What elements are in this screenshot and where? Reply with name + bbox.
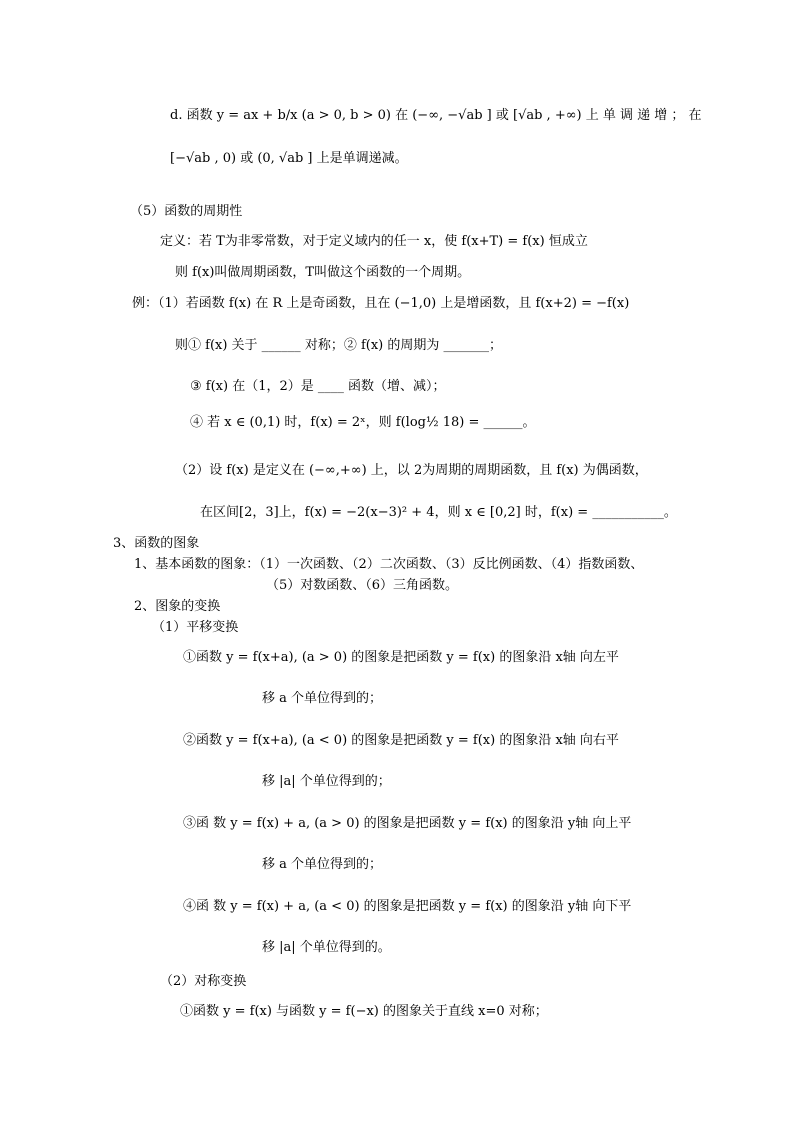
translation-rule-3-cont: 移 a 个单位得到的； <box>262 857 383 872</box>
section-3-title: 3、函数的图象 <box>113 536 200 551</box>
translation-rule-4: ④函 数 y = f(x) + a, (a < 0) 的图象是把函数 y = f(x) 的图象沿 y轴 向下平 <box>183 899 632 914</box>
translation-rule-1: ①函数 y = f(x+a), (a > 0) 的图象是把函数 y = f(x) 的图象沿 x轴 向左平 <box>183 650 619 665</box>
definition-line-2: 则 f(x)叫做周期函数，T叫做这个函数的一个周期。 <box>175 265 471 280</box>
basic-graphs-line-1: 1、基本函数的图象：（1）一次函数、（2）二次函数、（3）反比例函数、（4）指数函数、 <box>134 557 644 572</box>
definition-line-1: 定义：若 T为非零常数，对于定义域内的任一 x，使 f(x+T) = f(x) 恒成立 <box>160 234 588 249</box>
example-2-question: 在区间[2，3]上，f(x) = −2(x−3)² + 4，则 x ∈ [0,2] 时，f(x) = ___________。 <box>200 505 677 520</box>
translation-rule-1-cont: 移 a 个单位得到的； <box>262 691 383 706</box>
symmetry-rule-1: ①函数 y = f(x) 与函数 y = f(−x) 的图象关于直线 x=0 对称； <box>180 1004 548 1019</box>
line-d-monotonic-2: [−√ab , 0) 或 (0, √ab ] 上是单调递减。 <box>170 151 408 166</box>
translation-rule-4-cont: 移 |a| 个单位得到的。 <box>262 940 391 955</box>
example-1-q3: ③ f(x) 在（1，2）是 ____ 函数（增、减）； <box>190 379 446 394</box>
example-1-q4: ④ 若 x ∈ (0,1) 时，f(x) = 2ˣ，则 f(log½ 18) = ______。 <box>190 415 536 430</box>
section-periodicity-title: （5）函数的周期性 <box>130 204 243 219</box>
translation-rule-2-cont: 移 |a| 个单位得到的； <box>262 774 391 789</box>
translation-title: （1）平移变换 <box>152 620 239 635</box>
symmetry-title: （2）对称变换 <box>160 974 247 989</box>
example-1-q1-q2: 则① f(x) 关于 ______ 对称；② f(x) 的周期为 _______； <box>175 338 502 353</box>
translation-rule-3: ③函 数 y = f(x) + a, (a > 0) 的图象是把函数 y = f(x) 的图象沿 y轴 向上平 <box>183 816 632 831</box>
example-2-statement: （2）设 f(x) 是定义在 (−∞,+∞) 上，以 2为周期的周期函数，且 f(x) 为偶函数， <box>175 463 648 478</box>
translation-rule-2: ②函数 y = f(x+a), (a < 0) 的图象是把函数 y = f(x) 的图象沿 x轴 向右平 <box>183 733 619 748</box>
line-d-monotonic-1: d. 函数 y = ax + b/x (a > 0, b > 0) 在 (−∞, −√ab ] 或 [√ab , +∞) 上 单 调 递 增 ； 在 <box>170 108 702 123</box>
graph-transform-title: 2、图象的变换 <box>134 599 221 614</box>
example-1-statement: 例：（1）若函数 f(x) 在 R 上是奇函数，且在 (−1,0) 上是增函数，且 f(x+2) = −f(x) <box>132 296 630 311</box>
basic-graphs-line-2: （5）对数函数、（6）三角函数。 <box>266 578 459 593</box>
